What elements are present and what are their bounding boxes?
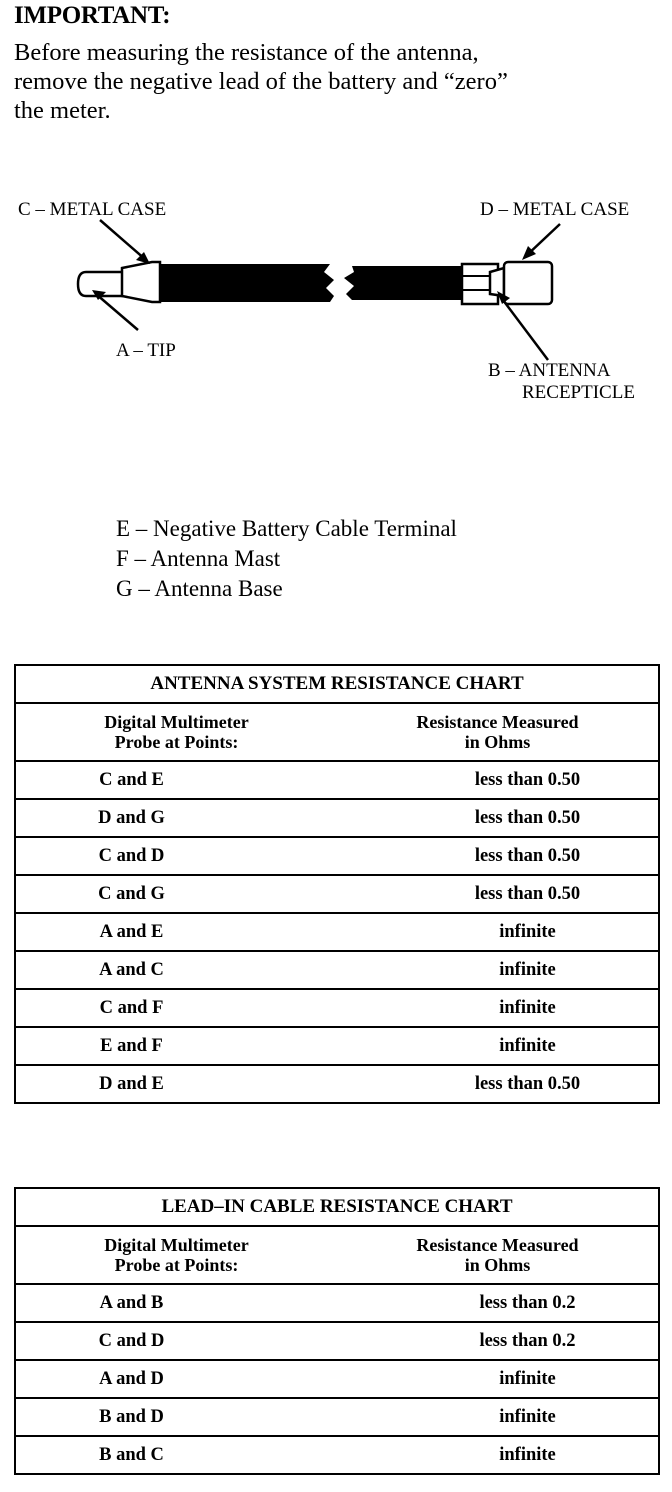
label-a-tip: A – TIP: [116, 340, 176, 361]
antenna-system-resistance-chart: [14, 664, 660, 1104]
chart-title: LEAD–IN CABLE RESISTANCE CHART: [15, 1188, 659, 1226]
resistance-cell: less than 0.50: [337, 875, 659, 913]
lead-in-cable-resistance-chart: [14, 1187, 660, 1475]
probe-points-cell: C and D: [15, 837, 337, 875]
resistance-cell: less than 0.50: [337, 761, 659, 799]
table-row: [15, 837, 659, 875]
label-b-antenna: B – ANTENNA: [488, 360, 611, 381]
resistance-cell: infinite: [337, 1436, 659, 1474]
legend-item-e: E – Negative Battery Cable Terminal: [116, 516, 457, 541]
resistance-cell: infinite: [337, 913, 659, 951]
probe-points-cell: A and C: [15, 951, 337, 989]
legend-item-g: G – Antenna Base: [116, 576, 283, 601]
table-row: [15, 913, 659, 951]
resistance-cell: infinite: [337, 1027, 659, 1065]
resistance-cell: less than 0.50: [337, 799, 659, 837]
resistance-cell: infinite: [337, 1398, 659, 1436]
label-c-metal-case: C – METAL CASE: [18, 199, 167, 220]
important-line: the meter.: [14, 97, 111, 124]
resistance-cell: less than 0.2: [337, 1322, 659, 1360]
metal-case-c-shape: [122, 262, 160, 302]
resistance-cell: less than 0.50: [337, 837, 659, 875]
resistance-cell: infinite: [337, 989, 659, 1027]
label-d-metal-case: D – METAL CASE: [480, 199, 630, 220]
probe-points-cell: C and E: [15, 761, 337, 799]
resistance-cell: less than 0.50: [337, 1065, 659, 1103]
probe-points-cell: D and E: [15, 1065, 337, 1103]
table-row: [15, 1436, 659, 1474]
table-row: [15, 1398, 659, 1436]
point-legend: [116, 514, 457, 604]
probe-points-cell: D and G: [15, 799, 337, 837]
table-row: [15, 951, 659, 989]
table-row: [15, 1065, 659, 1103]
important-body: [14, 38, 654, 125]
metal-case-d-shape: [504, 262, 552, 304]
table-row: [15, 761, 659, 799]
resistance-cell: less than 0.2: [337, 1284, 659, 1322]
legend-item-f: F – Antenna Mast: [116, 546, 281, 571]
resistance-cell: infinite: [337, 951, 659, 989]
important-line: remove the negative lead of the battery and “zero”: [14, 68, 508, 95]
table-row: [15, 1360, 659, 1398]
column-header-resistance: Resistance Measured in Ohms: [337, 703, 659, 761]
table-row: [15, 799, 659, 837]
cable-right-segment: [344, 266, 466, 300]
column-header-resistance: Resistance Measured in Ohms: [337, 1226, 659, 1284]
probe-points-cell: C and G: [15, 875, 337, 913]
table-row: [15, 989, 659, 1027]
probe-points-cell: A and E: [15, 913, 337, 951]
column-header-probe: Digital Multimeter Probe at Points:: [15, 1226, 337, 1284]
probe-points-cell: C and D: [15, 1322, 337, 1360]
table-row: [15, 1027, 659, 1065]
important-heading: IMPORTANT:: [14, 2, 171, 29]
resistance-cell: infinite: [337, 1360, 659, 1398]
probe-points-cell: A and D: [15, 1360, 337, 1398]
probe-points-cell: B and D: [15, 1398, 337, 1436]
probe-points-cell: C and F: [15, 989, 337, 1027]
receptacle-b-shape: [490, 268, 504, 296]
probe-points-cell: B and C: [15, 1436, 337, 1474]
chart-title: ANTENNA SYSTEM RESISTANCE CHART: [15, 665, 659, 703]
column-header-probe: Digital Multimeter Probe at Points:: [15, 703, 337, 761]
probe-points-cell: A and B: [15, 1284, 337, 1322]
probe-points-cell: E and F: [15, 1027, 337, 1065]
table-row: [15, 1322, 659, 1360]
table-row: [15, 1284, 659, 1322]
table-row: [15, 875, 659, 913]
label-b-recepticle: RECEPTICLE: [522, 382, 635, 403]
important-line: Before measuring the resistance of the antenna,: [14, 39, 479, 66]
cable-left-segment: [160, 264, 334, 302]
antenna-cable-diagram: [0, 190, 672, 420]
